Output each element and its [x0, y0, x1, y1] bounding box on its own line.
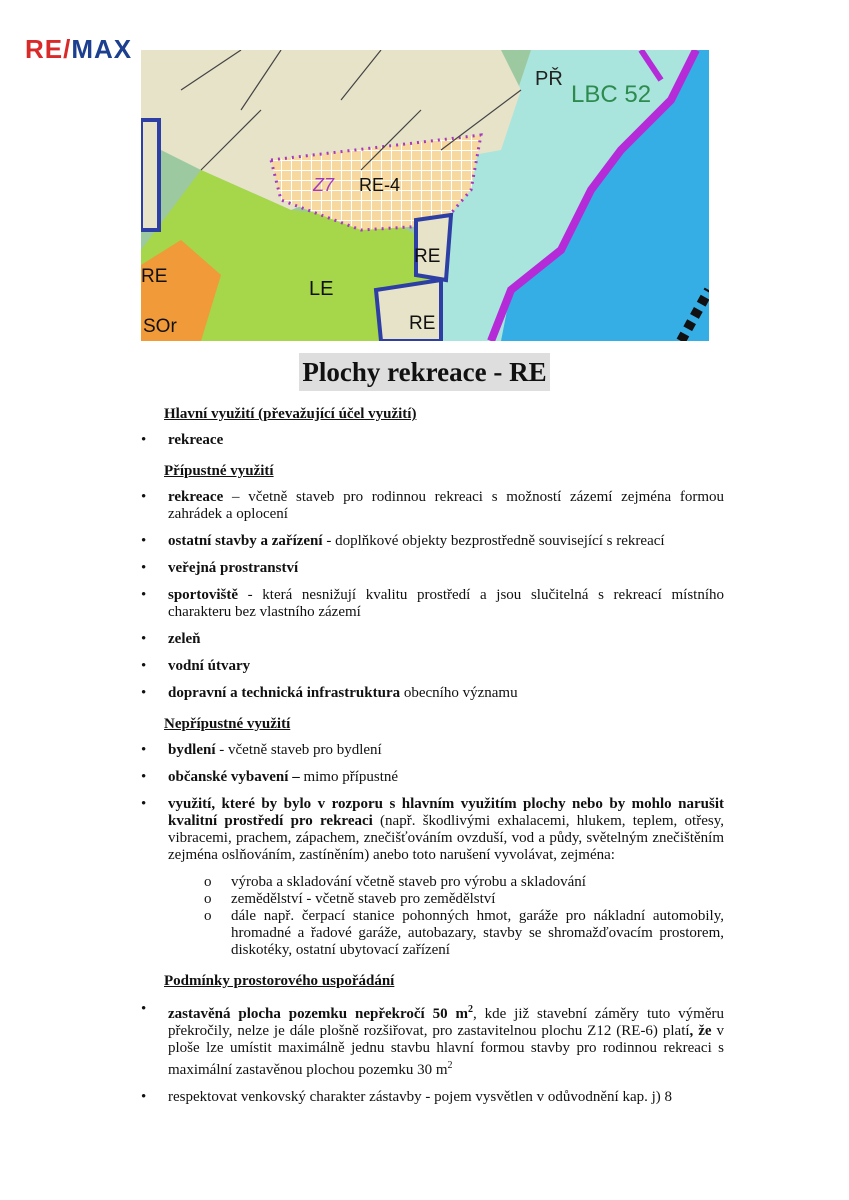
- list-item: • občanské vybavení – mimo přípustné: [141, 769, 399, 785]
- forbidden-list: [141, 742, 724, 959]
- list-item: • zeleň: [141, 631, 201, 647]
- forbidden-sublist: [204, 874, 724, 959]
- section-heading-main-use: Hlavní využití (převažující účel využití): [164, 406, 417, 422]
- svg-text:LBC 52: LBC 52: [571, 81, 652, 108]
- svg-text:PŘ: PŘ: [535, 68, 563, 90]
- svg-text:SOr: SOr: [143, 316, 177, 337]
- allowed-list: [141, 489, 724, 702]
- svg-text:RE: RE: [141, 266, 168, 287]
- zoning-map-image: [141, 50, 709, 341]
- list-item: • bydlení - včetně staveb pro bydlení: [141, 742, 382, 758]
- conditions-list: [141, 1001, 724, 1106]
- sub-list-item: o dále např. čerpací stanice pohonných hmot, garáže pro nákladní automobily, hromadné a řadové garáže, autobazary, stavby se shromažďovacím prostorem, diskotéky, ostatní ubytovací zařízení: [204, 908, 724, 958]
- svg-text:RE-4: RE-4: [359, 175, 401, 195]
- section-heading-allowed: Přípustné využití: [164, 463, 274, 479]
- svg-text:RE: RE: [409, 313, 436, 334]
- sub-list-item: o zemědělství - včetně staveb pro zemědělství: [204, 891, 496, 907]
- list-item: • zastavěná plocha pozemku nepřekročí 50 $m^2$, kde již stavební záměry tuto výměru překročily, nelze je dále plošně rozšiřovat, pro zastavitelnou plochu Z12 (RE-6) platí, že v ploše lze umístit maximálně jednu stavbu hlavní formou stavby pro rodinnou rekreaci s maximální zastavěnou plochou pozemku 30 $m^2$: [141, 1001, 724, 1078]
- list-item: • vodní útvary: [141, 658, 251, 674]
- list-item: • dopravní a technická infrastruktura obecního významu: [141, 685, 518, 701]
- svg-text:RE: RE: [414, 246, 441, 267]
- list-item: • ostatní stavby a zařízení - doplňkové objekty bezprostředně související s rekreací: [141, 533, 665, 549]
- svg-text:LE: LE: [309, 278, 334, 300]
- remax-logo: RE/MAX: [25, 34, 133, 64]
- section-heading-forbidden: Nepřípustné využití: [164, 716, 291, 732]
- list-item: • sportoviště - která nesnižují kvalitu prostředí a jsou slučitelná s rekreací místního charakteru bez vlastního zázemí: [141, 587, 724, 620]
- section-heading-conditions: Podmínky prostorového uspořádání: [164, 973, 395, 989]
- page-title: Plochy rekreace - RE: [299, 353, 549, 391]
- list-item: • rekreace – včetně staveb pro rodinnou rekreaci s možností zázemí zejména formou zahrádek a oplocení: [141, 489, 724, 522]
- svg-text:Z7: Z7: [313, 175, 335, 195]
- list-item: • veřejná prostranství: [141, 560, 299, 576]
- main-use-list: [141, 432, 724, 449]
- sub-list-item: o výroba a skladování včetně staveb pro výrobu a skladování: [204, 874, 586, 890]
- list-item: • využití, které by bylo v rozporu s hlavním využitím plochy nebo by mohlo narušit kvalitní prostředí pro rekreaci (např. škodlivými exhalacemi, hlukem, teplem, otřesy, vibracemi, prachem, zápachem, znečišťováním ovzduší, vod a půdy, světelným znečištěním zejména oslňováním, zastíněním) anebo toto narušení vyvolávat, zejména: o výroba a skladování včetně staveb pro výrobu a skladování o zemědělství - včetně staveb pro zemědělství o dále např. čerpací stanice pohonných hmot, garáže pro nákladní automobily, hromadné a řadové garáže, autobazary, stavby se shromažďovacím prostorem, diskotéky, ostatní ubytovací zařízení: [141, 796, 724, 958]
- list-item: • rekreace: [141, 432, 224, 448]
- document-body: [141, 402, 724, 1116]
- list-item: • respektovat venkovský charakter zástavby - pojem vysvětlen v odůvodnění kap. j) 8: [141, 1089, 673, 1105]
